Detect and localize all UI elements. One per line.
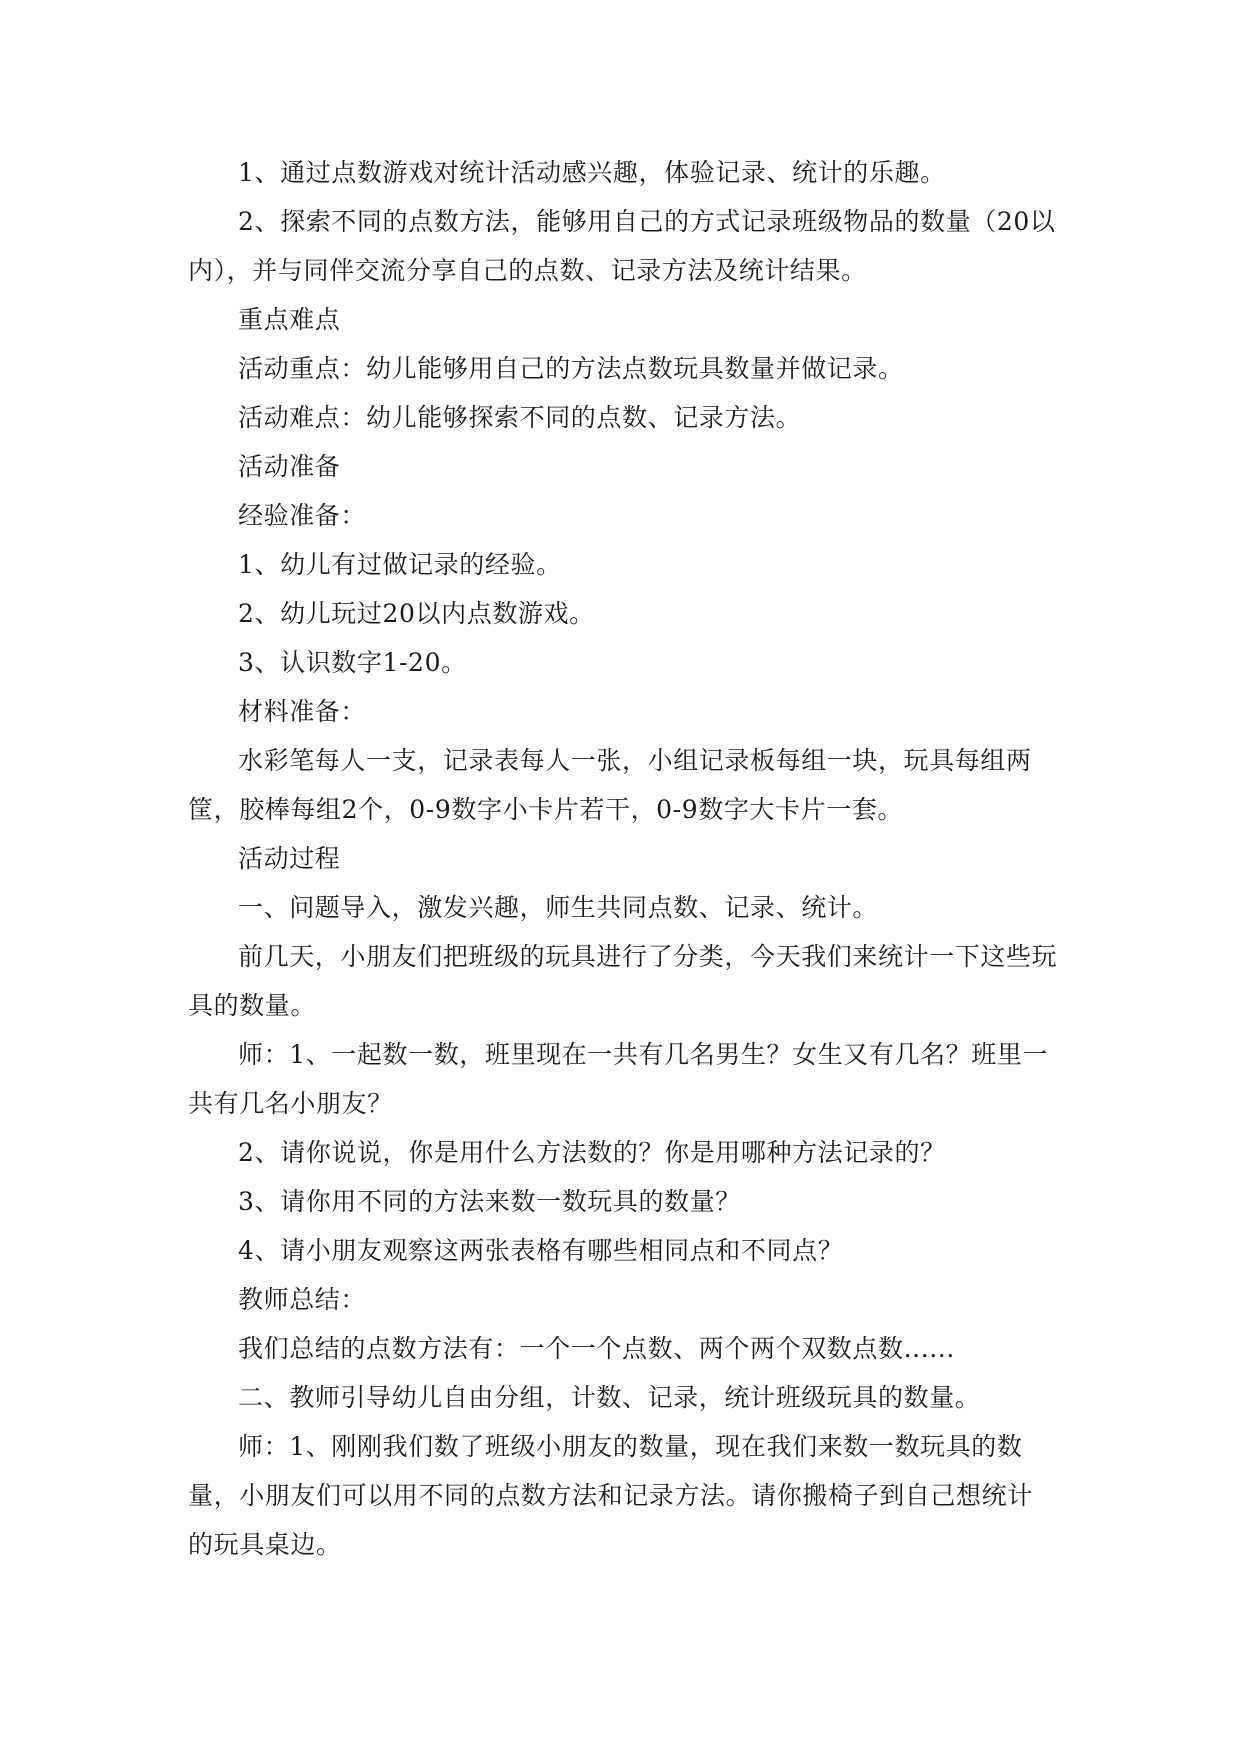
heading-activity-process: 活动过程 (238, 844, 341, 873)
paragraph-activity-focus: 活动重点：幼儿能够用自己的方法点数玩具数量并做记录。 (238, 354, 904, 383)
paragraph-experience-3: 3、认识数字1-20。 (238, 648, 467, 677)
heading-teacher-summary: 教师总结： (238, 1285, 367, 1314)
paragraph-teacher-question-3: 3、请你用不同的方法来数一数玩具的数量？ (238, 1187, 741, 1216)
paragraph-step-2: 二、教师引导幼儿自由分组，计数、记录，统计班级玩具的数量。 (238, 1383, 981, 1412)
paragraph-summary: 我们总结的点数方法有：一个一个点数、两个两个双数点数...... (238, 1334, 955, 1363)
paragraph-goal-1: 1、通过点数游戏对统计活动感兴趣，体验记录、统计的乐趣。 (238, 158, 946, 187)
heading-activity-preparation: 活动准备 (238, 452, 341, 481)
heading-material-preparation: 材料准备： (238, 697, 367, 726)
paragraph-teacher-question-4: 4、请小朋友观察这两张表格有哪些相同点和不同点？ (238, 1236, 844, 1265)
paragraph-experience-1: 1、幼儿有过做记录的经验。 (238, 550, 562, 579)
paragraph-step-1: 一、问题导入，激发兴趣，师生共同点数、记录、统计。 (238, 893, 879, 922)
paragraph-activity-difficulty: 活动难点：幼儿能够探索不同的点数、记录方法。 (238, 403, 802, 432)
paragraph-teacher-instruction: 师：1、刚刚我们数了班级小朋友的数量，现在我们来数一数玩具的数量，小朋友们可以用不同的点数方法和记录方法。请你搬椅子到自己想统计的玩具桌边。 (188, 1432, 1033, 1559)
heading-experience-preparation: 经验准备： (238, 501, 367, 530)
paragraph-experience-2: 2、幼儿玩过20以内点数游戏。 (238, 599, 595, 628)
paragraph-goal-2: 2、探索不同的点数方法，能够用自己的方式记录班级物品的数量（20以内），并与同伴交流分享自己的点数、记录方法及统计结果。 (188, 207, 1056, 285)
paragraph-teacher-question-1: 师：1、一起数一数，班里现在一共有几名男生？女生又有几名？班里一共有几名小朋友？ (188, 1040, 1049, 1118)
paragraph-teacher-question-2: 2、请你说说，你是用什么方法数的？你是用哪种方法记录的？ (238, 1138, 946, 1167)
document-body (188, 148, 1058, 1569)
paragraph-materials: 水彩笔每人一支，记录表每人一张，小组记录板每组一块，玩具每组两筐，胶棒每组2个，0-9数字小卡片若干，0-9数字大卡片一套。 (188, 746, 1032, 824)
paragraph-intro: 前几天，小朋友们把班级的玩具进行了分类，今天我们来统计一下这些玩具的数量。 (188, 942, 1058, 1020)
heading-key-points: 重点难点 (238, 305, 341, 334)
